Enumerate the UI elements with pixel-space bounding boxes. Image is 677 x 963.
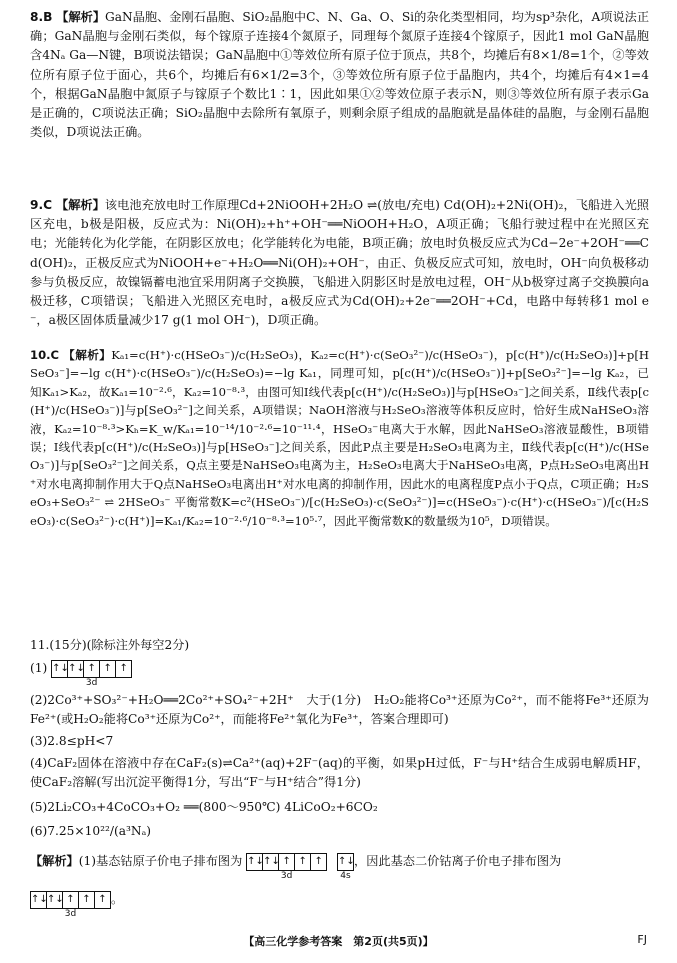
exp-diagram-4s (337, 852, 354, 881)
orbital-box: ↑ (79, 892, 95, 908)
q11-a1-label: (1) (30, 661, 48, 675)
q11-answer-4: (4)CaF₂固体在溶液中存在CaF₂(s)⇌Ca²⁺(aq)+2F⁻(aq)的平衡，如果pH过低，F⁻与H⁺结合生成弱电解质HF，使CaF₂溶解(写出沉淀平衡得1分，写出“F⁻与H⁺结合”得1分) (30, 756, 649, 790)
q11-header: 11.(15分)(除标注外每空2分) (30, 638, 190, 652)
q11-answer-1 (30, 659, 649, 688)
q11-explanation (30, 852, 649, 881)
q9-tag: 【解析】 (55, 198, 105, 212)
page-footer: 【高三化学参考答案 第2页(共5页)】 (243, 935, 434, 948)
orbital-boxes-ion-3d (30, 891, 111, 909)
q9-number: 9.C (30, 198, 53, 212)
orbital-box: ↑↓ (52, 661, 68, 677)
orbital-box: ↑↓ (247, 854, 263, 870)
orbital-box: ↑ (295, 854, 311, 870)
orbital-boxes-3d (246, 853, 327, 871)
q9-text: 该电池充放电时工作原理Cd+2NiOOH+2H₂O ⇌(放电/充电) Cd(OH)₂+2Ni(OH)₂，飞船进入光照区充电，b极是阳极，反应式为：Ni(OH)₂+h⁺+OH⁻══NiOOH+H₂O，A项正确；飞船行驶过程中在光照区充电；光能转化为化学能，在阴影区放电；化学能转化为电能，B项正确；放电时负极反应式为Cd−2e⁻+2OH⁻══Cd(OH)₂，正极反应式为NiOOH+e⁻+H₂O══Ni(OH)₂+OH⁻，由正、负极反应式可知，放电时，OH⁻向负极移动参与负极反应，故镍镉蓄电池宜采用阴离子交换膜，飞船进入阴影区时是放电过程，OH⁻从b极穿过离子交换膜向a极迁移，C项错误；飞船进入光照区充电时，a极反应式为Cd(OH)₂+2e⁻══2OH⁻+Cd，电路中每转移1 mol e⁻，a极区固体质量减少17 g(1 mol OH⁻)，D项正确。 (30, 198, 650, 328)
q11-exp-text1: (1)基态钴原子价电子排布图为 (78, 854, 243, 868)
orbital-box: ↑ (63, 892, 79, 908)
q11-a1-diagram (51, 659, 132, 688)
q10-text: Kₐ₁=c(H⁺)·c(HSeO₃⁻)/c(H₂SeO₃)，Kₐ₂=c(H⁺)·c(SeO₃²⁻)/c(HSeO₃⁻)，p[c(H⁺)/c(H₂SeO₃)]+p[HSeO₃⁻]=−lg c(H⁺)·c(HSeO₃⁻)/c(H₂SeO₃)=−lg Kₐ₁，同理可知，p[c(H⁺)/c(HSeO₃⁻)]+p[SeO₃²⁻]=−lg Kₐ₂，已知Kₐ₁>Kₐ₂，故Kₐ₁=10⁻²·⁶，Kₐ₂=10⁻⁸·³，由图可知Ⅰ线代表p[c(H⁺)/c(H₂SeO₃)]与p[HSeO₃⁻]之间关系，Ⅱ线代表p[c(H⁺)/c(HSeO₃⁻)]与p[SeO₃²⁻]之间关系，A项错误；NaOH溶液与H₂SeO₃溶液等体积反应时，恰好生成NaHSeO₃溶液，Kₐ₂=10⁻⁸·³>Kₕ=K_w/Kₐ₁=10⁻¹⁴/10⁻²·⁶=10⁻¹¹·⁴，HSeO₃⁻电离大于水解，因此NaHSeO₃溶液显酸性，B项错误；Ⅰ线代表p[c(H⁺)/c(H₂SeO₃)]与p[HSeO₃⁻]之间关系，因此P点主要是H₂SeO₃电离为主，Ⅱ线代表p[c(H⁺)/c(HSeO₃⁻)]与p[SeO₃²⁻]之间关系，Q点主要是NaHSeO₃电离为主，H₂SeO₃电离大于NaHSeO₃电离，P点H₂SeO₃电离出H⁺对水电离抑制作用大于Q点NaHSeO₃电离出H⁺对水电离的抑制作用，因此水的电离程度P点小于Q点，C项正确；H₂SeO₃+SeO₃²⁻ ⇌ 2HSeO₃⁻ 平衡常数K=c²(HSeO₃⁻)/[c(H₂SeO₃)·c(SeO₃²⁻)]=c(HSeO₃⁻)·c(H⁺)·c(HSeO₃⁻)/[c(H₂SeO₃)·c(SeO₃²⁻)·c(H⁺)]=Kₐ₁/Kₐ₂=10⁻²·⁶/10⁻⁸·³=10⁵·⁷，因此平衡常数K的数量级为10⁵，D项错误。 (30, 348, 649, 528)
q10-block (30, 346, 649, 530)
orbital-boxes-3d (51, 660, 132, 678)
orbital-box: ↑↓ (338, 855, 355, 867)
orbital-sublabel: 3d (280, 871, 293, 881)
orbital-box: ↑↓ (263, 854, 279, 870)
orbital-sublabel: 3d (64, 909, 77, 919)
orbital-box: ↑ (279, 854, 295, 870)
q8-block (30, 8, 649, 142)
orbital-box: ↑↓ (31, 892, 47, 908)
orbital-box: ↑ (100, 661, 116, 677)
footer-code: FJ (637, 933, 647, 946)
orbital-box: ↑↓ (47, 892, 63, 908)
q8-number: 8.B (30, 10, 53, 24)
orbital-box: ↑ (84, 661, 100, 677)
q11-exp-tag: 【解析】 (30, 854, 79, 868)
q11-explanation-ion (30, 890, 649, 919)
orbital-box: ↑ (98, 893, 107, 905)
orbital-box: ↑ (314, 855, 323, 867)
q11-exp-text2: ，因此基态二价钴离子价电子排布图为 (354, 854, 562, 868)
q10-number: 10.C (30, 348, 60, 362)
q9-block (30, 196, 649, 330)
q8-text: GaN晶胞、金刚石晶胞、SiO₂晶胞中C、N、Ga、O、Si的杂化类型相同，均为sp³杂化，A项说法正确；GaN晶胞与金刚石类似，每个镓原子连接4个氮原子，同理每个氮原子连接4个镓原子，因此1 mol GaN晶胞含4Nₐ Ga—N键，B项说法错误；GaN晶胞中①等效位所有原子位于顶点，共8个，均摊后有8×1/8=1个，②等效位所有原子位于面心，共6个，均摊后有6×1/2=3个，③等效位所有原子位于晶胞内，共4个，均摊后有4×1=4个，根据GaN晶胞中氮原子与镓原子个数比1∶1，因此如果①②等效位原子表示N，则③等效位所有原子表示Ga是正确的，C项说法正确；SiO₂晶胞中去除所有氧原子，则剩余原子组成的晶胞就是晶体硅的晶胞，与金刚石晶胞类似，D项说法正确。 (30, 10, 650, 140)
q10-tag: 【解析】 (63, 348, 112, 362)
orbital-box: ↑ (119, 662, 128, 674)
q11-answer-2: (2)2Co³⁺+SO₃²⁻+H₂O══2Co²⁺+SO₄²⁻+2H⁺ 大于(1分) H₂O₂能将Co³⁺还原为Co²⁺，而不能将Fe³⁺还原为Fe²⁺(或H₂O₂能将Co³⁺还原为Co²⁺，而能将Fe²⁺氧化为Fe³⁺，答案合理即可) (30, 693, 649, 727)
orbital-sublabel: 4s (340, 871, 351, 881)
q11-answer-6: (6)7.25×10²²/(a³Nₐ) (30, 824, 152, 838)
orbital-sublabel: 3d (85, 678, 98, 688)
orbital-boxes-4s (337, 853, 354, 871)
orbital-box: ↑↓ (68, 661, 84, 677)
exp-diagram-ion (30, 890, 111, 919)
q11-answer-5: (5)2Li₂CO₃+4CoCO₃+O₂ ══(800～950℃) 4LiCoO₂+6CO₂ (30, 800, 378, 814)
q11-exp-end: 。 (111, 892, 124, 906)
q8-tag: 【解析】 (56, 10, 106, 24)
q11-answer-3: (3)2.8≤pH<7 (30, 734, 114, 748)
exp-diagram-3d (246, 852, 327, 881)
